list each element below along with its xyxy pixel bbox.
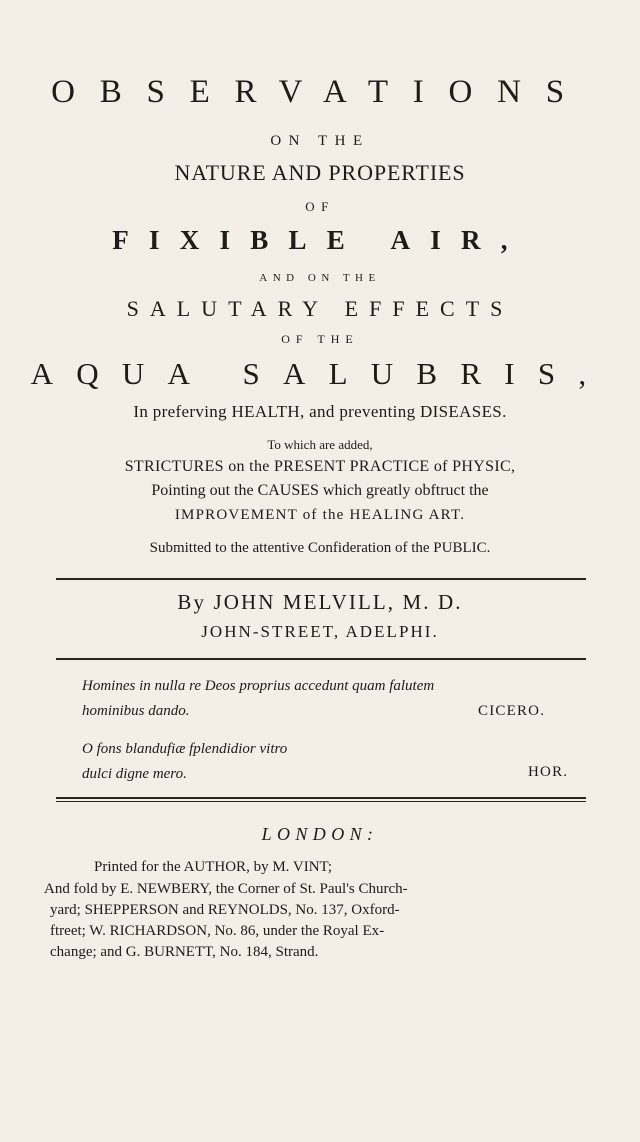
title-and-on-the: AND ON THE [259,272,381,284]
title-on-the: ON THE [270,133,370,149]
title-observations: OBSERVATIONS [51,74,589,110]
imprint-burnett: change; and G. BURNETT, No. 184, Strand. [50,944,319,960]
description-strictures: STRICTURES on the PRESENT PRACTICE of PHYSIC, [124,458,516,475]
imprint-richardson: ftreet; W. RICHARDSON, No. 86, under the Royal Ex- [50,923,385,939]
title-salutary-effects: SALUTARY EFFECTS [126,296,514,321]
motto-horace-source: HOR. [528,764,569,780]
title-aqua-salubris: AQUA SALUBRIS, [30,356,610,391]
description-public: Submitted to the attentive Confideration of the PUBLIC. [149,540,491,556]
rule-middle [56,658,586,660]
imprint-sold-by: And fold by E. NEWBERY, the Corner of St. Paul's Church- [44,881,408,897]
imprint-place: LONDON: [261,824,379,844]
imprint-printed-for: Printed for the AUTHOR, by M. VINT; [94,859,333,875]
motto-cicero-line1: Homines in nulla re Deos proprius accedunt quam falutem [82,678,435,694]
rule-top [56,578,586,580]
description-added: To which are added, [267,437,373,452]
rule-bottom [56,797,586,799]
description-causes: Pointing out the CAUSES which greatly obftruct the [151,482,489,499]
author-address: JOHN-STREET, ADELPHI. [201,622,439,641]
author-name: By JOHN MELVILL, M. D. [177,590,463,614]
description-healing-art: IMPROVEMENT of the HEALING ART. [174,507,466,523]
title-fixible-air: FIXIBLE AIR, [112,225,528,255]
rule-bottom-inner [56,801,586,802]
motto-cicero-source: CICERO. [478,703,546,719]
title-nature-properties: NATURE AND PROPERTIES [174,160,466,185]
motto-horace-line2: dulci digne mero. [82,766,187,782]
title-of-the: OF THE [281,332,359,346]
description-health: In preferving HEALTH, and preventing DISEASES. [133,402,507,421]
motto-cicero-line2: hominibus dando. [82,703,190,719]
imprint-shepperson: yard; SHEPPERSON and REYNOLDS, No. 137, Oxford- [50,902,400,918]
title-of: OF [305,199,335,214]
motto-horace-line1: O fons blandufiæ fplendidior vitro [82,741,288,757]
